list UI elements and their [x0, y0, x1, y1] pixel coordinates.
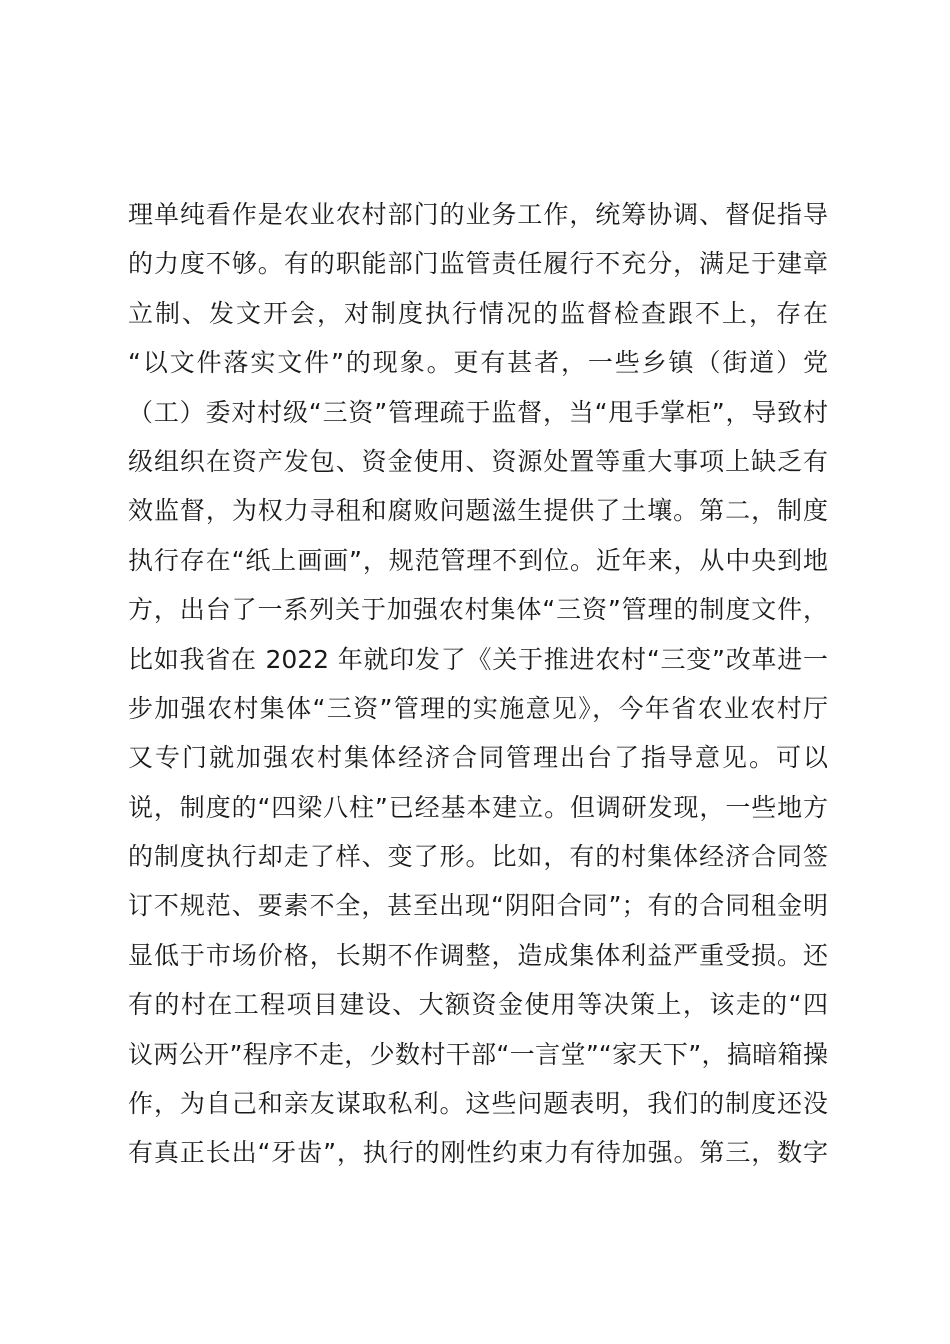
- text-line: 订不规范、要素不全，甚至出现“阴阳合同”；有的合同租金明: [128, 891, 828, 921]
- text-line: 立制、发文开会，对制度执行情况的监督检查跟不上，存在: [128, 298, 828, 328]
- text-line: 级组织在资产发包、资金使用、资源处置等重大事项上缺乏有: [128, 446, 828, 476]
- text-line: 步加强农村集体“三资”管理的实施意见》，今年省农业农村厅: [128, 693, 828, 723]
- text-line: 比如我省在 2022 年就印发了《关于推进农村“三变”改革进一: [128, 644, 828, 674]
- text-line: 的力度不够。有的职能部门监管责任履行不充分，满足于建章: [128, 249, 828, 279]
- text-line: 显低于市场价格，长期不作调整，造成集体利益严重受损。还: [128, 940, 828, 970]
- text-line: 又专门就加强农村集体经济合同管理出台了指导意见。可以: [128, 743, 828, 773]
- text-line: 有的村在工程项目建设、大额资金使用等决策上，该走的“四: [128, 990, 828, 1020]
- text-line: 方，出台了一系列关于加强农村集体“三资”管理的制度文件，: [128, 595, 828, 625]
- text-line: 议两公开”程序不走，少数村干部“一言堂”“家天下”，搞暗箱操: [128, 1039, 828, 1069]
- text-line: 作，为自己和亲友谋取私利。这些问题表明，我们的制度还没: [128, 1089, 828, 1119]
- text-line: 理单纯看作是农业农村部门的业务工作，统筹协调、督促指导: [128, 200, 828, 229]
- text-line: （工）委对村级“三资”管理疏于监督，当“甩手掌柜”，导致村: [128, 397, 828, 427]
- body-paragraph: [128, 190, 828, 1178]
- text-line: 的制度执行却走了样、变了形。比如，有的村集体经济合同签: [128, 842, 828, 872]
- text-line: “以文件落实文件”的现象。更有甚者，一些乡镇（街道）党: [128, 348, 828, 378]
- text-line: 执行存在“纸上画画”，规范管理不到位。近年来，从中央到地: [128, 545, 828, 575]
- text-line: 有真正长出“牙齿”，执行的刚性约束力有待加强。第三，数字: [128, 1138, 828, 1168]
- text-line: 效监督，为权力寻租和腐败问题滋生提供了土壤。第二，制度: [128, 496, 828, 526]
- text-line: 说，制度的“四梁八柱”已经基本建立。但调研发现，一些地方: [128, 792, 828, 822]
